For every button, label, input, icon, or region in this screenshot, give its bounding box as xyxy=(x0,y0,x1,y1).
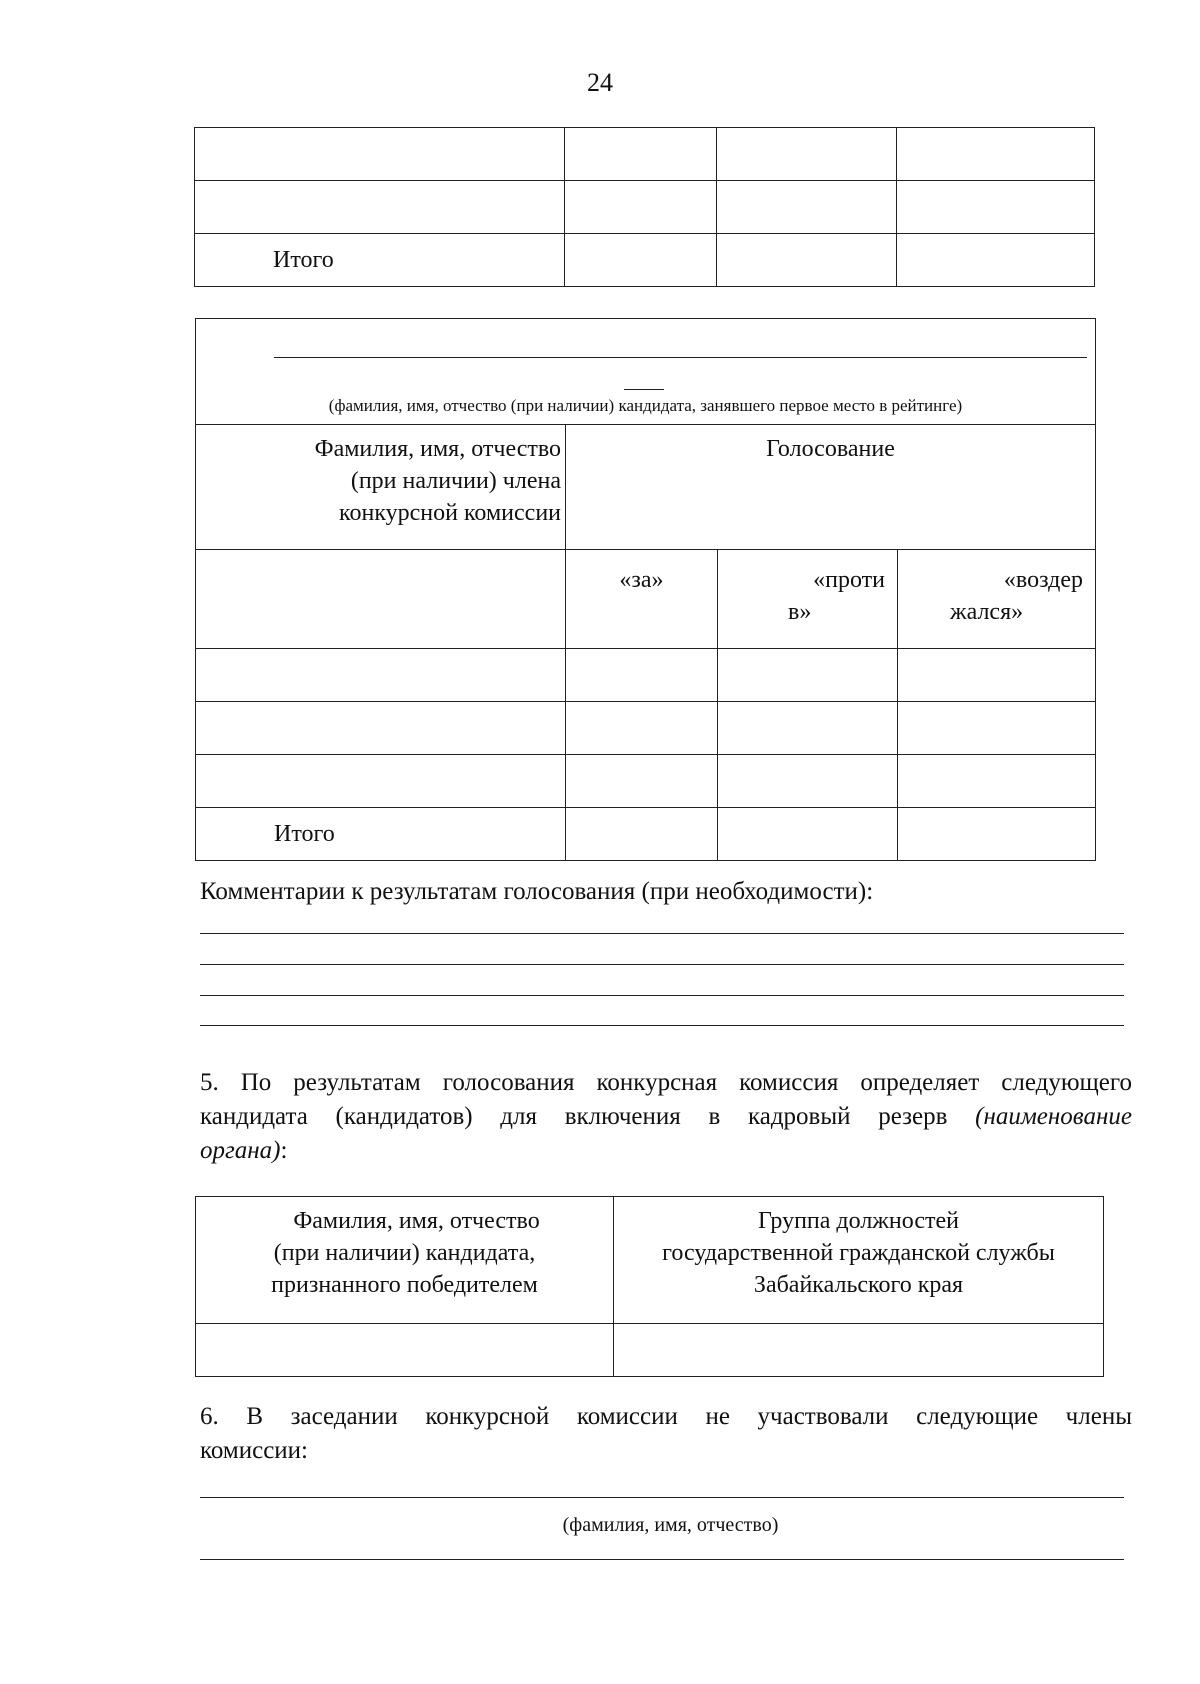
candidate-line-mark xyxy=(624,389,664,390)
table-cell xyxy=(717,181,897,234)
table-cell xyxy=(614,1324,1104,1377)
header-row xyxy=(196,425,1096,550)
table-cell xyxy=(195,128,565,181)
table-cell xyxy=(898,755,1096,808)
table-cell xyxy=(718,649,898,702)
section-5-text: 5. По результатам голосования конкурсная комиссия определяет следующего кандидата (кандидатов) для включения в кадровый резерв (наименование органа): xyxy=(200,1069,1132,1164)
table-row xyxy=(196,702,1096,755)
table-cell xyxy=(718,808,898,861)
total-label: Итого xyxy=(195,234,565,287)
table-cell xyxy=(196,550,566,649)
table-row xyxy=(195,234,1095,287)
table-cell xyxy=(897,234,1095,287)
section-6-text: 6. В заседании конкурсной комиссии не участвовали следующие члены комиссии: xyxy=(200,1403,1132,1464)
candidate-name-line xyxy=(274,357,1087,358)
total-label: Итого xyxy=(196,808,566,861)
winner-table xyxy=(195,1196,1104,1377)
vote-abstain-header: «воздер жался» xyxy=(898,550,1096,649)
comment-line xyxy=(200,995,1124,996)
comment-line xyxy=(200,933,1124,934)
page-number: 24 xyxy=(587,68,613,97)
table-cell xyxy=(196,649,566,702)
table-cell xyxy=(717,128,897,181)
candidate-cell xyxy=(196,319,1096,425)
results-table-top xyxy=(194,127,1095,287)
table-cell xyxy=(565,181,717,234)
table-cell xyxy=(566,702,718,755)
table-cell xyxy=(717,234,897,287)
candidate-row xyxy=(196,319,1096,425)
fio-caption: (фамилия, имя, отчество) xyxy=(562,1514,779,1536)
position-group-header: Группа должностей государственной гражданской службы Забайкальского края xyxy=(614,1197,1104,1324)
table-cell xyxy=(898,649,1096,702)
fio-line xyxy=(200,1559,1124,1560)
table-cell xyxy=(196,1324,614,1377)
fio-line xyxy=(200,1497,1124,1498)
table-row xyxy=(196,649,1096,702)
vote-for-header: «за» xyxy=(566,550,718,649)
table-cell xyxy=(565,234,717,287)
table-cell xyxy=(897,181,1095,234)
comment-line xyxy=(200,1025,1124,1026)
table-row xyxy=(196,1324,1104,1377)
table-cell xyxy=(898,702,1096,755)
voting-table xyxy=(195,318,1096,861)
table-row xyxy=(196,808,1096,861)
vote-against-header: «проти в» xyxy=(718,550,898,649)
comments-label: Комментарии к результатам голосования (при необходимости): xyxy=(200,878,874,905)
table-cell xyxy=(898,808,1096,861)
table-cell xyxy=(196,702,566,755)
table-cell xyxy=(565,128,717,181)
table-cell xyxy=(566,755,718,808)
member-header: Фамилия, имя, отчество (при наличии) члена конкурсной комиссии xyxy=(196,425,566,550)
winner-name-header: Фамилия, имя, отчество (при наличии) кандидата, признанного победителем xyxy=(196,1197,614,1324)
table-row xyxy=(195,128,1095,181)
comment-line xyxy=(200,964,1124,965)
table-cell xyxy=(718,702,898,755)
table-cell xyxy=(718,755,898,808)
subheader-row xyxy=(196,550,1096,649)
header-row xyxy=(196,1197,1104,1324)
table-cell xyxy=(196,755,566,808)
candidate-caption: (фамилия, имя, отчество (при наличии) кандидата, занявшего первое место в рейтинге) xyxy=(328,396,963,415)
table-row xyxy=(195,181,1095,234)
table-cell xyxy=(566,649,718,702)
table-row xyxy=(196,755,1096,808)
table-cell xyxy=(897,128,1095,181)
voting-header: Голосование xyxy=(566,425,1096,550)
table-cell xyxy=(566,808,718,861)
table-cell xyxy=(195,181,565,234)
